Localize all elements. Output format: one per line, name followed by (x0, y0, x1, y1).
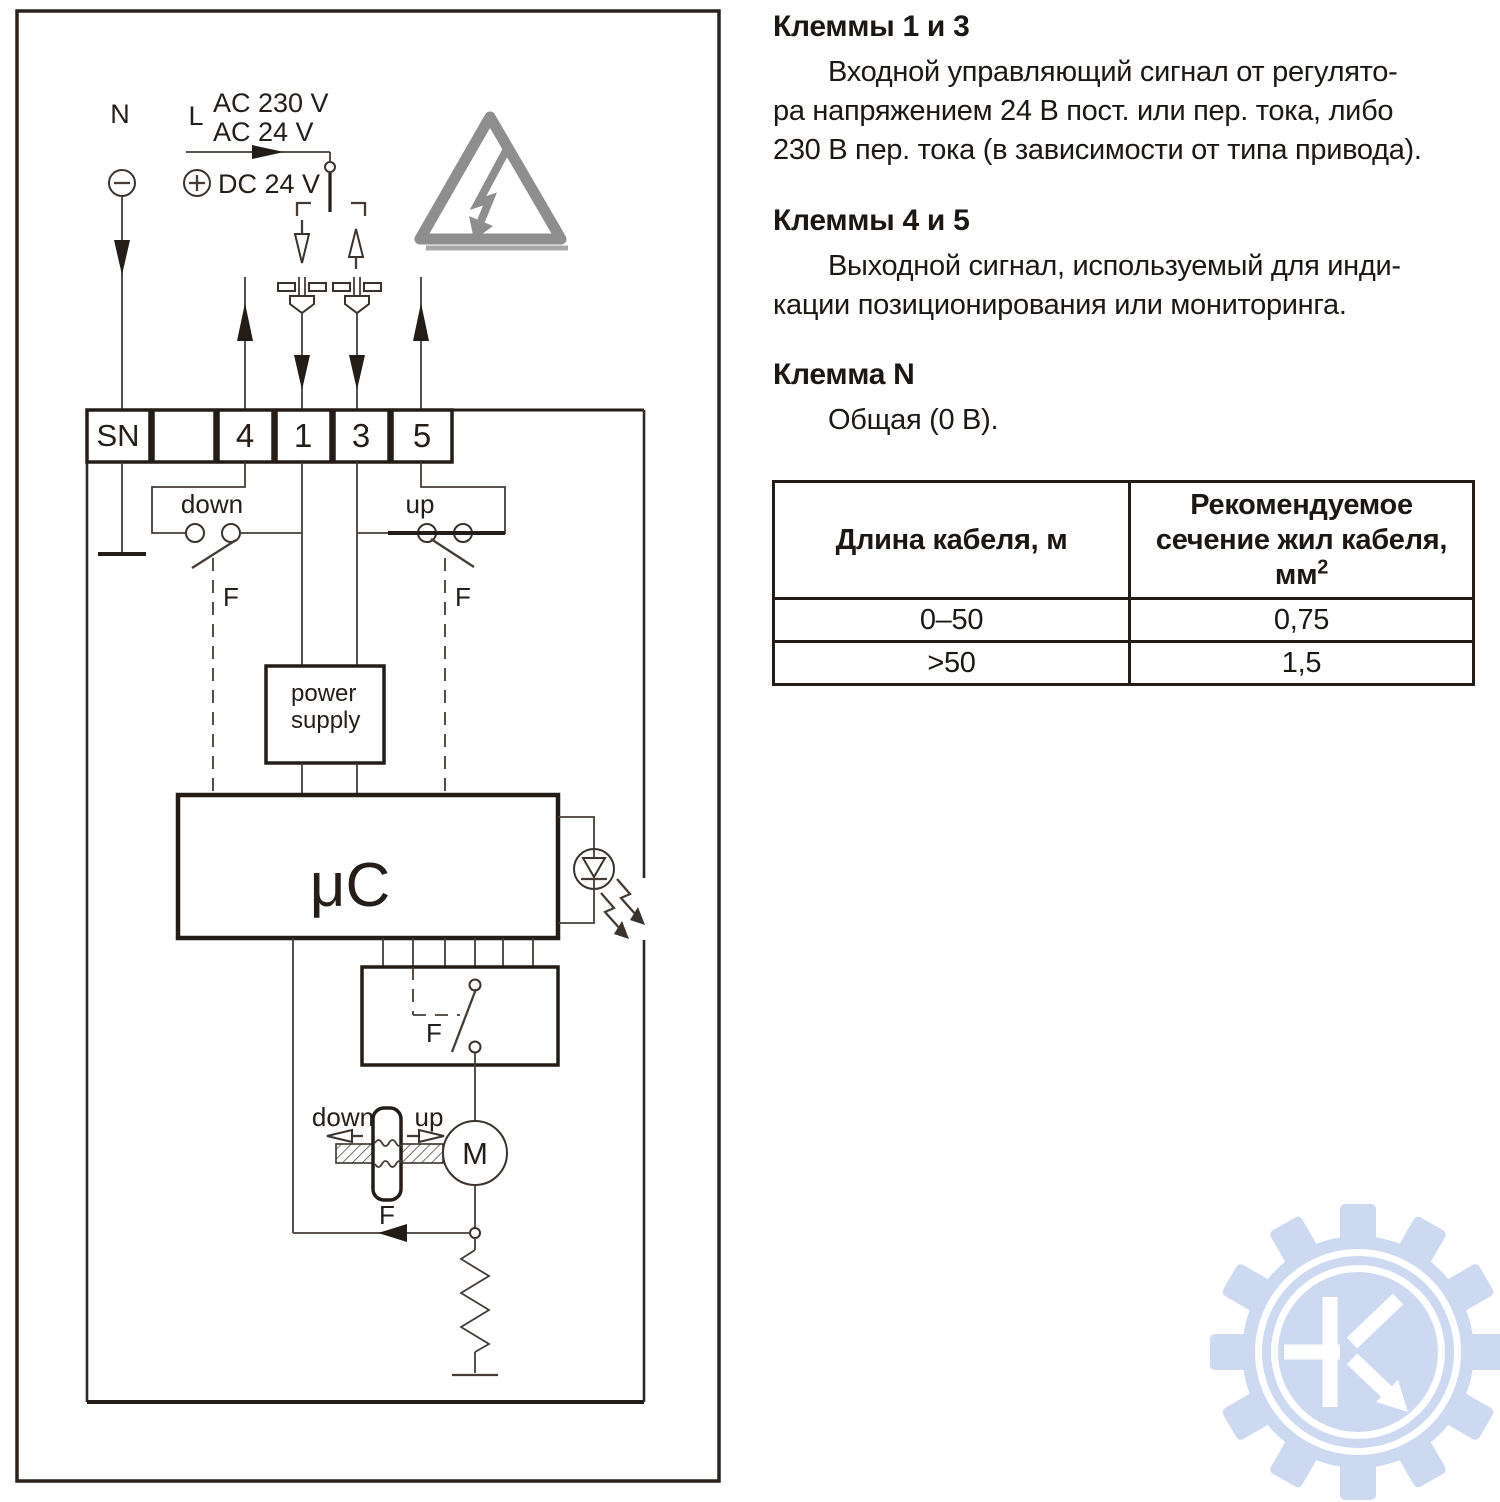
terminal-lead-wires (237, 277, 429, 410)
label-f: F (455, 582, 471, 612)
table-header-row (775, 483, 1472, 597)
minus-terminal-icon (109, 170, 135, 196)
potentiometer-icon (452, 1238, 498, 1375)
paragraph-line: 230 В пер. тока (в зависимости от типа привода). (773, 134, 1422, 166)
label-ac24: AC 24 V (213, 117, 314, 147)
col2-header-unit: $мм^2$ (1274, 555, 1329, 591)
section-terminal-n (773, 358, 1488, 440)
table-row (775, 597, 1472, 640)
section-heading: Клемма N (773, 358, 915, 391)
table-row (775, 640, 1472, 683)
label-n: N (110, 99, 130, 129)
section-heading: Клеммы 4 и 5 (773, 204, 970, 237)
terminal-4: 4 (235, 417, 255, 454)
power-supply-label: supply (291, 707, 361, 734)
label-f: F (379, 1200, 395, 1230)
gear-icon (1210, 1204, 1500, 1500)
paragraph-line: Входной управляющий сигнал от регулято- (828, 56, 1398, 88)
table-cell: >50 (775, 643, 1131, 683)
col2-header-line: Рекомендуемое (1190, 488, 1413, 521)
selector-direction-arrows (295, 220, 363, 269)
gear-logo-watermark (1208, 1202, 1500, 1502)
worm-nut (373, 1108, 401, 1200)
motor-icon (443, 1121, 507, 1185)
plus-terminal-icon (184, 170, 210, 196)
motor-switch-block (362, 967, 558, 1065)
motor-label: M (462, 1136, 488, 1171)
terminal-sn: SN (96, 418, 140, 453)
section-terminals-4-5 (773, 204, 1488, 325)
ground-icon (98, 462, 146, 554)
label-l: L (188, 101, 204, 131)
terminal-1: 1 (293, 417, 313, 454)
neutral-wire (114, 196, 130, 410)
col1-header: Длина кабеля, м (835, 523, 1068, 556)
paragraph-line: Выходной сигнал, используемый для инди- (828, 250, 1401, 282)
led-flash-arrows-icon (601, 879, 645, 939)
label-dc24: DC 24 V (218, 169, 321, 199)
table-header-cell (775, 483, 1131, 597)
paragraph-line: кации позиционирования или мониторинга. (773, 289, 1347, 321)
terminal-3: 3 (351, 417, 371, 454)
label-up: up (405, 489, 435, 519)
section-heading: Клеммы 1 и 3 (773, 10, 970, 43)
wiring-diagram (0, 0, 735, 1500)
label-down: down (180, 489, 244, 519)
table-cell: 0–50 (775, 600, 1131, 640)
microcontroller-block (178, 795, 558, 938)
worm-drive (312, 1102, 444, 1230)
paragraph-line: Общая (0 В). (828, 404, 999, 436)
cable-recommendation-table (772, 480, 1475, 686)
label-down: down (311, 1102, 375, 1132)
label-f: F (223, 582, 239, 612)
table-cell: 1,5 (1281, 646, 1322, 679)
col2-header-line: сечение жил кабеля, (1155, 523, 1448, 556)
label-ac230: AC 230 V (213, 88, 329, 118)
plug-connector-icon (278, 277, 326, 313)
label-f: F (426, 1018, 442, 1048)
terminal-block (87, 410, 452, 462)
section-terminals-1-3 (773, 10, 1488, 170)
label-up: up (414, 1102, 444, 1132)
plug-connector-icon (333, 277, 381, 313)
power-supply-label: power (291, 680, 357, 707)
power-supply-block (266, 666, 384, 763)
terminal-5: 5 (412, 417, 432, 454)
paragraph-line: ра напряжением 24 В пост. или пер. тока, либо (773, 95, 1394, 127)
table-cell: 0,75 (1273, 603, 1330, 636)
hazard-triangle-icon (420, 117, 568, 248)
table-header-cell (1131, 483, 1472, 597)
mcu-label: μC (309, 851, 391, 920)
led-indicator-icon (558, 817, 614, 923)
